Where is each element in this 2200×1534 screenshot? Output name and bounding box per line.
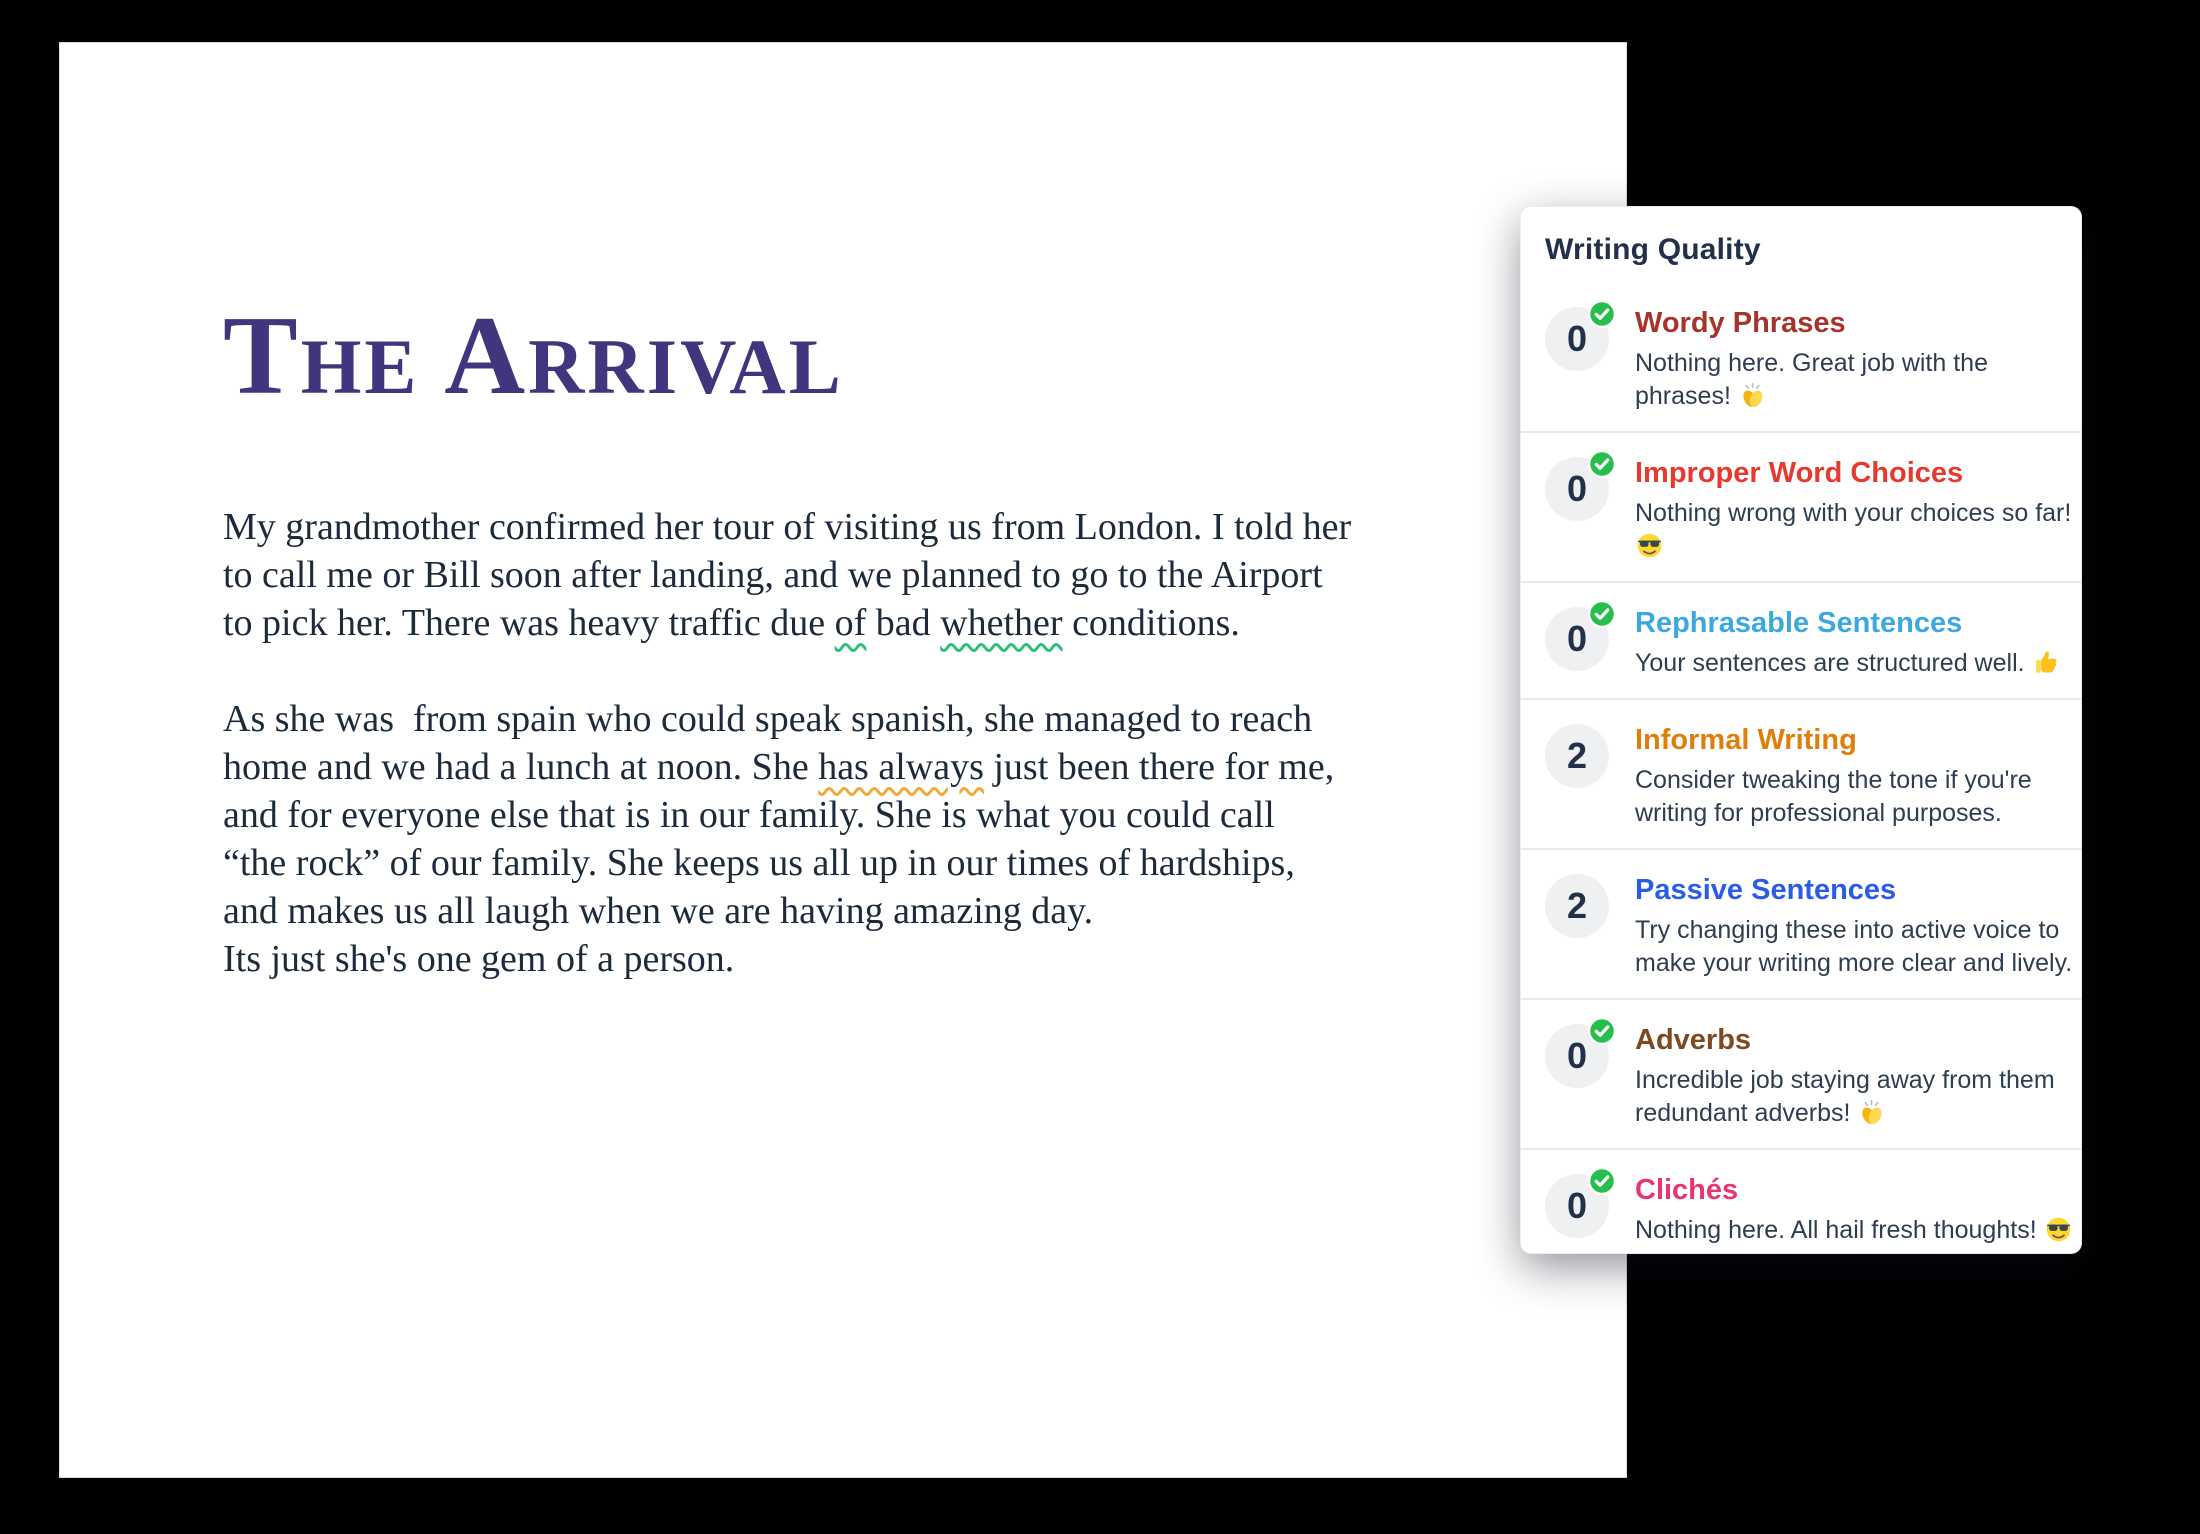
wq-item-improper-word-choices[interactable] xyxy=(1521,431,2081,581)
sunglasses-emoji-icon xyxy=(2044,1215,2073,1244)
sunglasses-emoji-icon xyxy=(1635,531,1664,560)
wq-item-cliches[interactable] xyxy=(1521,1148,2081,1253)
category-description: Nothing here. Great job with the xyxy=(1635,349,1988,377)
item-text xyxy=(1635,603,2061,680)
issue-count-circle xyxy=(1545,607,1609,671)
check-badge-icon xyxy=(1587,299,1617,329)
issue-count: 0 xyxy=(1566,1185,1588,1226)
wq-item-rephrasable-sentences[interactable] xyxy=(1521,581,2081,698)
category-description: Consider tweaking the tone if you're xyxy=(1635,766,2032,794)
wq-item-adverbs[interactable] xyxy=(1521,998,2081,1148)
category-description: Nothing wrong with your choices so far! xyxy=(1635,499,2072,527)
category-title: Rephrasable Sentences xyxy=(1635,607,1963,639)
category-description: make your writing more clear and lively. xyxy=(1635,949,2073,977)
category-description: phrases! xyxy=(1635,380,2061,413)
doc-text[interactable]: just been there for me, xyxy=(983,746,1335,788)
panel-title: Writing Quality xyxy=(1545,233,1761,266)
wq-item-passive-sentences[interactable] xyxy=(1521,848,2081,998)
document-page[interactable] xyxy=(59,42,1627,1478)
item-text xyxy=(1635,1020,2061,1130)
issue-count: 0 xyxy=(1566,1035,1588,1076)
item-text xyxy=(1635,453,2071,563)
doc-text[interactable]: “the rock” of our family. She keeps us all up in our times of hardships, xyxy=(223,842,1295,884)
doc-text[interactable]: conditions. xyxy=(1062,602,1240,644)
category-description: redundant adverbs! xyxy=(1635,1097,2061,1130)
category-title: Improper Word Choices xyxy=(1635,457,1964,489)
item-text xyxy=(1635,720,2061,830)
document-title[interactable]: The Arrival xyxy=(223,294,844,418)
issue-count: 2 xyxy=(1566,735,1588,776)
check-badge-icon xyxy=(1587,449,1617,479)
clap-emoji-icon xyxy=(1738,381,1767,410)
paragraph-2[interactable] xyxy=(223,695,1351,983)
category-description: Try changing these into active voice to xyxy=(1635,916,2060,944)
word-choice-suggestion[interactable]: of xyxy=(834,602,867,644)
doc-text[interactable]: bad xyxy=(866,602,941,644)
doc-text[interactable]: to call me or Bill soon after landing, and we planned to go to the Airport xyxy=(223,554,1323,596)
wq-item-informal-writing[interactable] xyxy=(1521,698,2081,848)
document-body[interactable] xyxy=(223,503,1351,983)
check-badge-icon xyxy=(1587,1166,1617,1196)
clap-emoji-icon xyxy=(1857,1098,1886,1127)
doc-text[interactable]: and for everyone else that is in our family. She is what you could call xyxy=(223,794,1275,836)
issue-count-circle xyxy=(1545,874,1609,938)
category-title: Clichés xyxy=(1635,1174,1739,1206)
issue-count: 0 xyxy=(1566,318,1588,359)
category-title: Informal Writing xyxy=(1635,724,1857,756)
issue-count-circle xyxy=(1545,307,1609,371)
paragraph-1[interactable] xyxy=(223,503,1351,647)
word-choice-suggestion[interactable]: whether xyxy=(940,602,1063,644)
issue-count: 2 xyxy=(1566,885,1588,926)
item-text xyxy=(1635,1170,2073,1247)
item-text xyxy=(1635,870,2072,980)
issue-count: 0 xyxy=(1566,468,1588,509)
check-badge-icon xyxy=(1587,1016,1617,1046)
category-description: Your sentences are structured well. xyxy=(1635,647,2061,680)
doc-text[interactable]: to pick her. There was heavy traffic due xyxy=(223,602,835,644)
category-description: Incredible job staying away from them xyxy=(1635,1066,2055,1094)
category-description: Nothing here. All hail fresh thoughts! xyxy=(1635,1214,2073,1247)
issue-count-circle xyxy=(1545,1174,1609,1238)
wq-item-wordy-phrases[interactable] xyxy=(1521,283,2081,431)
item-text xyxy=(1635,303,2061,413)
category-description: writing for professional purposes. xyxy=(1635,799,2002,827)
check-badge-icon xyxy=(1587,599,1617,629)
issue-count-circle xyxy=(1545,724,1609,788)
issue-count-circle xyxy=(1545,457,1609,521)
writing-quality-panel xyxy=(1521,207,2081,1253)
thumbsup-emoji-icon xyxy=(2032,648,2061,677)
category-title: Passive Sentences xyxy=(1635,874,1897,906)
category-description xyxy=(1635,530,2071,563)
doc-text[interactable]: home and we had a lunch at noon. She xyxy=(223,746,819,788)
issue-count: 0 xyxy=(1566,618,1588,659)
informal-writing-suggestion[interactable]: has always xyxy=(818,746,984,788)
issue-count-circle xyxy=(1545,1024,1609,1088)
category-title: Adverbs xyxy=(1635,1024,1752,1056)
doc-text[interactable]: As she was from spain who could speak spanish, she managed to reach xyxy=(223,698,1313,740)
doc-text[interactable]: My grandmother confirmed her tour of visiting us from London. I told her xyxy=(223,506,1352,548)
doc-text[interactable]: Its just she's one gem of a person. xyxy=(223,938,735,980)
category-title: Wordy Phrases xyxy=(1635,307,1846,339)
doc-text[interactable]: and makes us all laugh when we are having amazing day. xyxy=(223,890,1094,932)
